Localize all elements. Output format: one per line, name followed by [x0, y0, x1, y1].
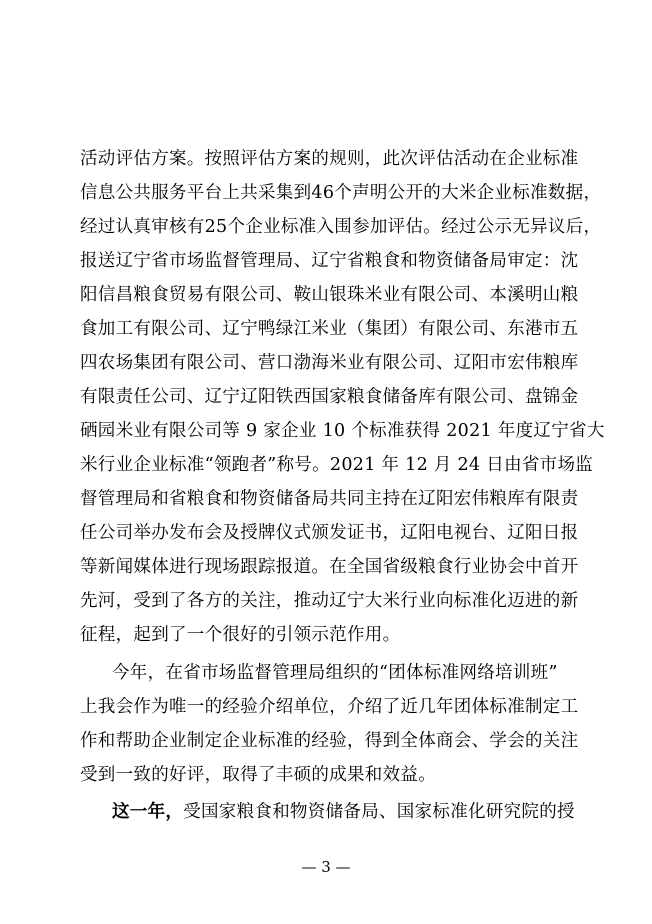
paragraph-2-line-4: 受到一致的好评，取得了丰硕的成果和效益。: [80, 765, 436, 785]
paragraph-1-line-8: 有限责任公司、辽宁辽阳铁西国家粮食储备库有限公司、盘锦金: [80, 387, 579, 407]
paragraph-2-line-3: 作和帮助企业制定企业标准的经验，得到全体商会、学会的关注: [80, 731, 579, 751]
paragraph-1-line-14: 先河，受到了各方的关注，推动辽宁大米行业向标准化迈进的新: [80, 591, 579, 611]
paragraph-1-line-5: 阳信昌粮食贸易有限公司、鞍山银珠米业有限公司、本溪明山粮: [80, 285, 579, 305]
paragraph-1-line-3: 经过认真审核有25个企业标准入围参加评估。经过公示无异议后，: [80, 217, 602, 237]
paragraph-1-line-1: 活动评估方案。按照评估方案的规则，此次评估活动在企业标准: [80, 149, 579, 169]
paragraph-3-text: 受国家粮食和物资储备局、国家标准化研究院的授: [183, 802, 575, 822]
paragraph-1-line-7: 四农场集团有限公司、营口渤海米业有限公司、辽阳市宏伟粮库: [80, 353, 579, 373]
paragraph-1-line-15: 征程，起到了一个很好的引领示范作用。: [80, 625, 401, 645]
paragraph-1-line-13: 等新闻媒体进行现场跟踪报道。在全国省级粮食行业协会中首开: [80, 557, 579, 577]
paragraph-3-line-1: [112, 800, 580, 824]
paragraph-2-line-2: 上我会作为唯一的经验介绍单位，介绍了近几年团体标准制定工: [80, 697, 579, 717]
paragraph-1-line-11: 督管理局和省粮食和物资储备局共同主持在辽阳宏伟粮库有限责: [80, 489, 579, 509]
paragraph-3-bold-lead: 这一年，: [112, 802, 184, 822]
paragraph-1-line-10: 米行业企业标准“领跑者”称号。2021 年 12 月 24 日由省市场监: [80, 455, 594, 475]
paragraph-2-line-1: 今年，在省市场监督管理局组织的“团体标准网络培训班”: [112, 663, 558, 683]
paragraph-1-line-6: 食加工有限公司、辽宁鸭绿江米业（集团）有限公司、东港市五: [80, 319, 579, 339]
paragraph-1-line-9: 硒园米业有限公司等 9 家企业 10 个标准获得 2021 年度辽宁省大: [80, 421, 605, 441]
paragraph-1-line-2: 信息公共服务平台上共采集到46个声明公开的大米企业标准数据，: [80, 183, 602, 203]
paragraph-1-line-4: 报送辽宁省市场监督管理局、辽宁省粮食和物资储备局审定：沈: [80, 251, 579, 271]
paragraph-1-line-12: 任公司举办发布会及授牌仪式颁发证书，辽阳电视台、辽阳日报: [80, 523, 579, 543]
page-number: — 3 —: [301, 858, 351, 876]
